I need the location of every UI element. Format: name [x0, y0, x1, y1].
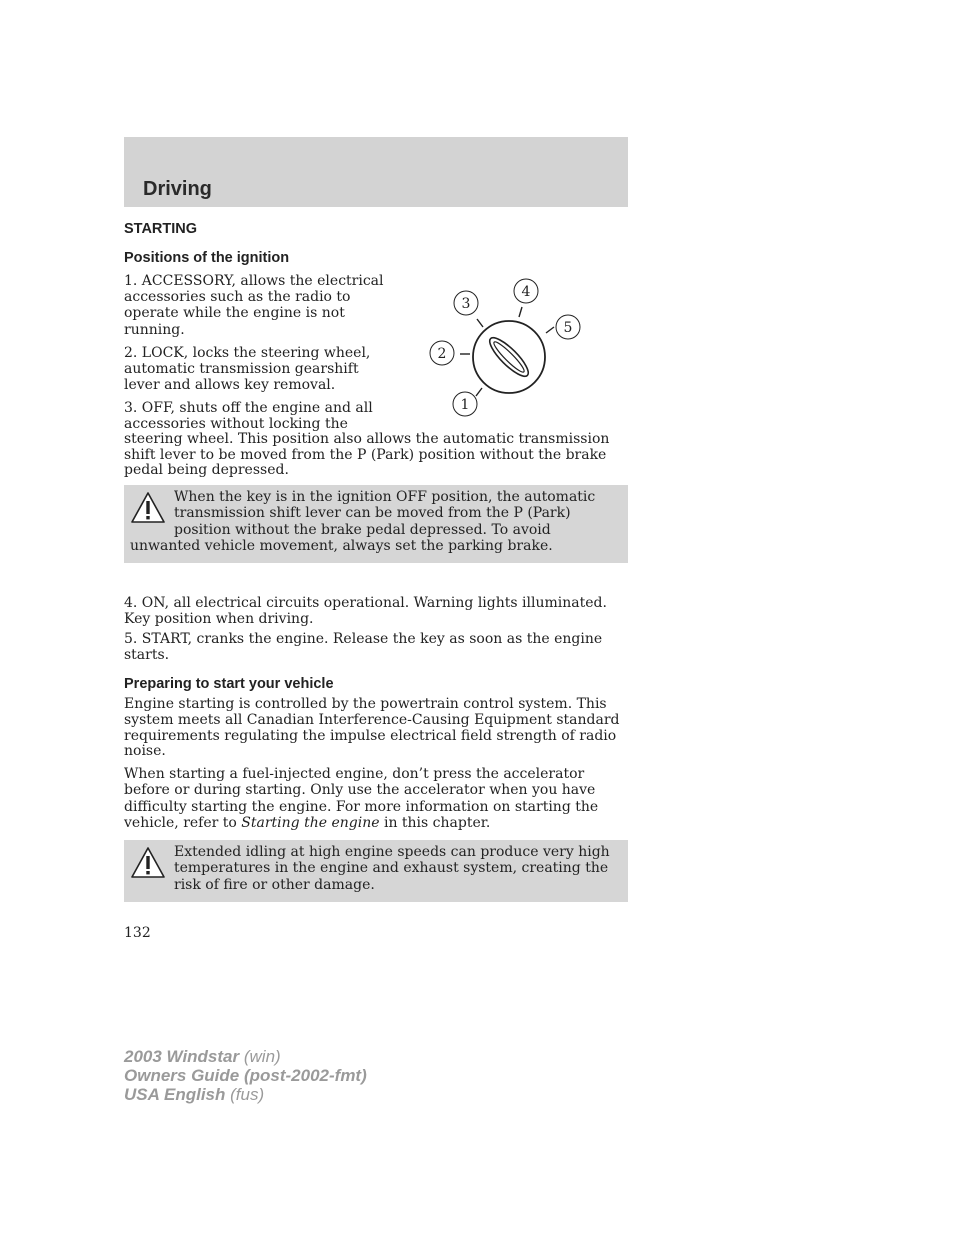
warning-triangle-icon — [130, 846, 166, 880]
svg-text:1: 1 — [460, 397, 470, 413]
ignition-item-5: 5. START, cranks the engine. Release the key as soon as the engine starts. — [124, 631, 603, 663]
ignition-item-4: 4. ON, all electrical circuits operational. Warning lights illuminated. Key position when driving. — [124, 595, 607, 627]
position-label-2 — [430, 341, 454, 365]
position-label-3 — [454, 291, 478, 315]
warning-text-ignition-off: When the key is in the ignition OFF position, the automatic transmission shift lever can be moved from the P (Park) position without the brake pedal depressed. To avoid unwanted vehicle movement, always set the parking brake. — [130, 489, 596, 555]
document-footer: 2003 Windstar (win) Owners Guide (post-2002-fmt) USA English (fus) — [124, 1047, 367, 1104]
svg-text:5: 5 — [563, 320, 573, 336]
preparing-paragraph-1: Engine starting is controlled by the powertrain control system. This system meets all Canadian Interference-Causing Equipment standard requirements regulating the impulse electrical field strength of radio noise. — [124, 696, 620, 760]
position-label-5 — [556, 315, 580, 339]
svg-text:3: 3 — [461, 296, 471, 312]
chapter-header-band — [124, 137, 628, 207]
svg-text:4: 4 — [521, 284, 531, 300]
preparing-heading: Preparing to start your vehicle — [124, 676, 334, 692]
warning-text-idling: Extended idling at high engine speeds can produce very high temperatures in the engine and exhaust system, creating the risk of fire or other damage. — [174, 844, 610, 893]
warning-triangle-icon — [130, 491, 166, 525]
chapter-title: Driving — [143, 178, 212, 200]
page-number: 132 — [124, 925, 151, 941]
cross-reference-link: Starting the engine — [241, 815, 380, 832]
svg-text:2: 2 — [437, 346, 447, 362]
ignition-item-3: 3. OFF, shuts off the engine and all accessories without locking the steering wheel. This position also allows the automatic transmission shift lever to be moved from the P (Park) position without the brake pedal being depressed. — [124, 400, 610, 478]
section-title: STARTING — [124, 221, 198, 237]
position-label-1 — [453, 392, 477, 416]
ignition-heading: Positions of the ignition — [124, 250, 290, 266]
preparing-paragraph-2: When starting a fuel-injected engine, don’t press the accelerator before or during starting. Only use the accelerator when you have difficulty starting the engine. For more information on starting the vehicle, refer to Starting the engine in this chapter. — [124, 766, 599, 832]
ignition-item-1: 1. ACCESSORY, allows the electrical accessories such as the radio to operate while the engine is not running. — [124, 273, 384, 338]
warning-box-idling — [124, 840, 628, 902]
warning-box-ignition-off — [124, 485, 628, 563]
ignition-item-2: 2. LOCK, locks the steering wheel, automatic transmission gearshift lever and allows key removal. — [124, 345, 371, 394]
position-label-4 — [514, 279, 538, 303]
ignition-diagram — [420, 275, 595, 425]
